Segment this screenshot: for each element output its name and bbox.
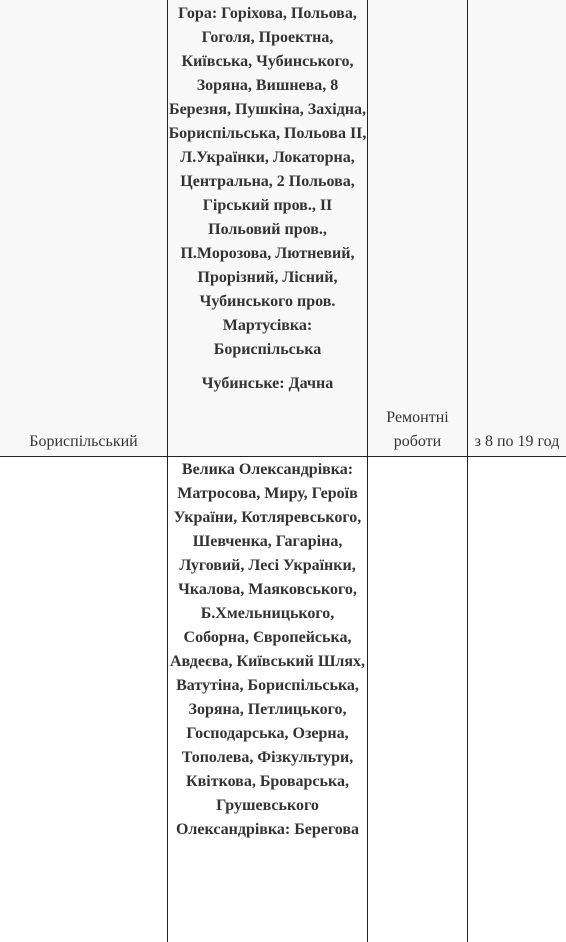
- streets-cell: [168, 458, 367, 842]
- column-divider: [167, 0, 168, 942]
- work-type-cell: Ремонтні роботи: [386, 409, 449, 450]
- row-divider: [0, 456, 566, 457]
- streets-text: Гора: Горіхова, Польова, Гоголя, Проектна, Київська, Чубинського, Зоряна, Вишнева, 8 Березня, Пушкіна, Західна, Бориспільська, Польова II, Л.Українки, Локаторна, Центральна, 2 Польова, Гірський пров., II Польовий пров., П.Морозова, Лютневий, Прорізний, Лісний, Чубинського пров. Мартусівка: Бориспільська: [168, 5, 367, 358]
- column-divider: [467, 0, 468, 942]
- district-cell: Бориспільський: [29, 433, 138, 450]
- streets-text: Чубинське: Дачна: [201, 375, 334, 392]
- column-divider: [367, 0, 368, 942]
- streets-text: Велика Олександрівка: Матросова, Миру, Героїв України, Котляревського, Шевченка, Гагаріна, Луговий, Лесі Українки, Чкалова, Маяковського, Б.Хмельницького, Соборна, Європейська, Авдеєва, Київський Шлях, Ватутіна, Бориспільська, Зоряна, Петлицького, Господарська, Озерна, Тополева, Фізкультури, Квіткова, Броварська, Грушевського Олександрівка: Берегова: [169, 461, 366, 838]
- time-cell: з 8 по 19 год: [474, 433, 560, 450]
- streets-cell: [168, 2, 367, 396]
